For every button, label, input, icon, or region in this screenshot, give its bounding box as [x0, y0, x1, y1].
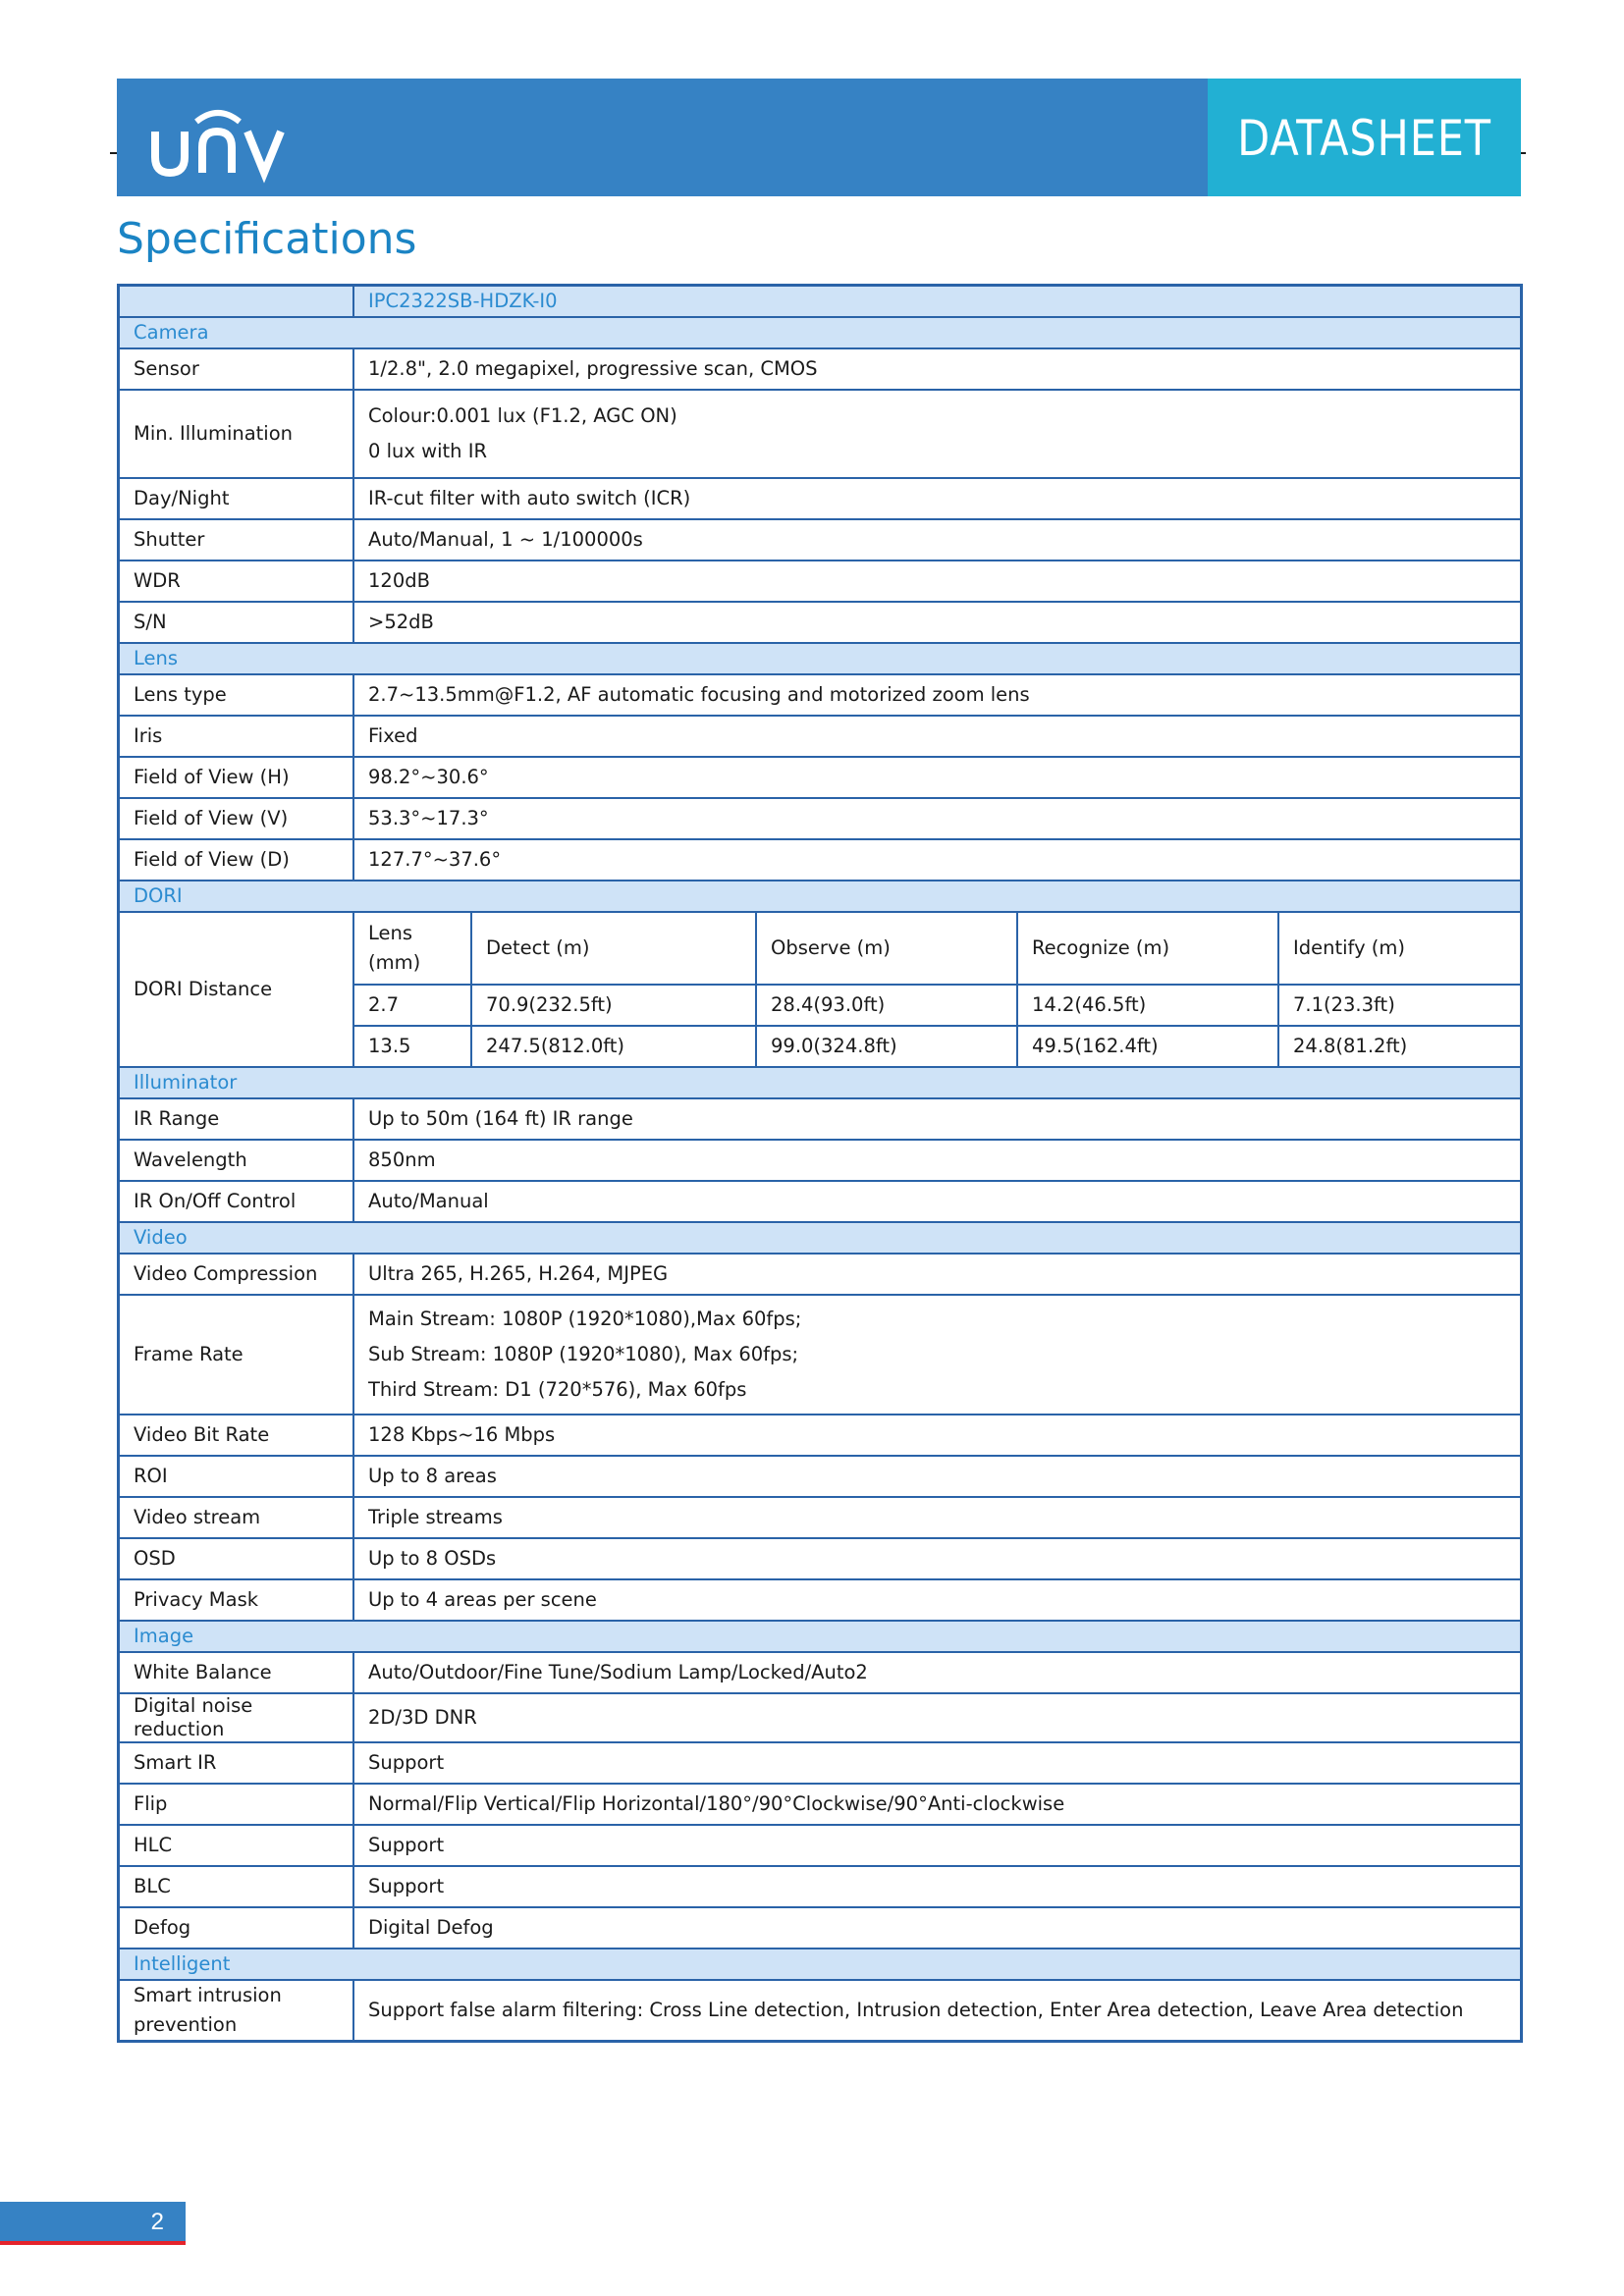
- spec-row: [119, 1295, 1522, 1415]
- spec-value: [353, 1295, 1522, 1415]
- spec-key: IR On/Off Control: [119, 1181, 354, 1222]
- spec-value: IR-cut filter with auto switch (ICR): [353, 478, 1522, 519]
- spec-value: Digital Defog: [353, 1907, 1522, 1949]
- spec-value-line: Main Stream: 1080P (1920*1080),Max 60fps;: [368, 1308, 802, 1330]
- spec-key: BLC: [119, 1866, 354, 1907]
- section-title: Image: [119, 1621, 1522, 1652]
- spec-row: [119, 1907, 1522, 1949]
- model-key-cell: [119, 286, 354, 318]
- section-title: Illuminator: [119, 1067, 1522, 1098]
- spec-row: [119, 1866, 1522, 1907]
- spec-key: HLC: [119, 1825, 354, 1866]
- spec-value: >52dB: [353, 602, 1522, 643]
- dori-header: Detect (m): [471, 913, 756, 985]
- spec-key: Iris: [119, 716, 354, 757]
- spec-value: 127.7°~37.6°: [353, 839, 1522, 881]
- spec-value: Up to 4 areas per scene: [353, 1579, 1522, 1621]
- datasheet-badge: [1208, 79, 1521, 196]
- spec-key: Field of View (H): [119, 757, 354, 798]
- spec-key: Field of View (D): [119, 839, 354, 881]
- spec-row: [119, 1825, 1522, 1866]
- model-name: IPC2322SB-HDZK-I0: [353, 286, 1522, 318]
- dori-value: 2.7: [354, 985, 471, 1026]
- spec-value: Up to 8 OSDs: [353, 1538, 1522, 1579]
- dori-value: 14.2(46.5ft): [1017, 985, 1278, 1026]
- spec-value-line: Colour:0.001 lux (F1.2, AGC ON): [368, 404, 677, 427]
- spec-value: 128 Kbps~16 Mbps: [353, 1415, 1522, 1456]
- spec-value: Auto/Outdoor/Fine Tune/Sodium Lamp/Locked/Auto2: [353, 1652, 1522, 1693]
- dori-row: [119, 912, 1522, 1067]
- spec-row: [119, 1181, 1522, 1222]
- spec-value: Triple streams: [353, 1497, 1522, 1538]
- spec-key: Defog: [119, 1907, 354, 1949]
- datasheet-label: DATASHEET: [1237, 110, 1491, 167]
- section-camera: [119, 317, 1522, 348]
- spec-key: OSD: [119, 1538, 354, 1579]
- section-title: Camera: [119, 317, 1522, 348]
- spec-row: [119, 1497, 1522, 1538]
- spec-row: [119, 390, 1522, 478]
- dori-header: Observe (m): [756, 913, 1017, 985]
- dori-value: 24.8(81.2ft): [1278, 1026, 1520, 1066]
- section-video: [119, 1222, 1522, 1254]
- spec-value: Normal/Flip Vertical/Flip Horizontal/180°/90°Clockwise/90°Anti-clockwise: [353, 1784, 1522, 1825]
- spec-value-line: Third Stream: D1 (720*576), Max 60fps: [368, 1378, 747, 1401]
- spec-value: 98.2°~30.6°: [353, 757, 1522, 798]
- spec-row: [119, 1652, 1522, 1693]
- dori-header-row: [354, 913, 1520, 985]
- spec-row: [119, 1098, 1522, 1140]
- spec-key: Smart IR: [119, 1742, 354, 1784]
- spec-value: 2D/3D DNR: [353, 1693, 1522, 1742]
- spec-key: Privacy Mask: [119, 1579, 354, 1621]
- spec-row: [119, 1254, 1522, 1295]
- dori-value: 99.0(324.8ft): [756, 1026, 1017, 1066]
- spec-key: S/N: [119, 602, 354, 643]
- spec-table: [117, 284, 1523, 2043]
- spec-key: Video stream: [119, 1497, 354, 1538]
- dori-header: Identify (m): [1278, 913, 1520, 985]
- spec-row: [119, 1980, 1522, 2042]
- page-number: 2: [150, 2209, 164, 2235]
- spec-key: Sensor: [119, 348, 354, 390]
- spec-value: 850nm: [353, 1140, 1522, 1181]
- spec-key: Digital noise reduction: [119, 1693, 354, 1742]
- dori-data-row: [354, 985, 1520, 1026]
- spec-value: 2.7~13.5mm@F1.2, AF automatic focusing and motorized zoom lens: [353, 674, 1522, 716]
- spec-row: [119, 348, 1522, 390]
- spec-key: Day/Night: [119, 478, 354, 519]
- spec-value: Support: [353, 1866, 1522, 1907]
- section-title: Intelligent: [119, 1949, 1522, 1980]
- dori-header: Lens (mm): [354, 913, 471, 985]
- spec-key: WDR: [119, 561, 354, 602]
- spec-row: [119, 561, 1522, 602]
- dori-value: 7.1(23.3ft): [1278, 985, 1520, 1026]
- spec-value: Support: [353, 1825, 1522, 1866]
- dori-header: Recognize (m): [1017, 913, 1278, 985]
- spec-key: Wavelength: [119, 1140, 354, 1181]
- dori-value: 247.5(812.0ft): [471, 1026, 756, 1066]
- spec-value: Auto/Manual: [353, 1181, 1522, 1222]
- spec-value: Up to 50m (164 ft) IR range: [353, 1098, 1522, 1140]
- spec-row: [119, 798, 1522, 839]
- section-title: Video: [119, 1222, 1522, 1254]
- spec-row: [119, 1140, 1522, 1181]
- spec-row: [119, 478, 1522, 519]
- spec-value: 53.3°~17.3°: [353, 798, 1522, 839]
- dori-data-row: [354, 1026, 1520, 1066]
- dori-value: 70.9(232.5ft): [471, 985, 756, 1026]
- page-number-underline: [0, 2241, 186, 2245]
- spec-row: [119, 839, 1522, 881]
- spec-key: Flip: [119, 1784, 354, 1825]
- spec-row: [119, 1415, 1522, 1456]
- dori-table: [354, 913, 1520, 1066]
- spec-key: Video Compression: [119, 1254, 354, 1295]
- spec-row: [119, 519, 1522, 561]
- spec-row: [119, 1538, 1522, 1579]
- spec-row: [119, 757, 1522, 798]
- section-intelligent: [119, 1949, 1522, 1980]
- dori-value: 13.5: [354, 1026, 471, 1066]
- section-lens: [119, 643, 1522, 674]
- section-image: [119, 1621, 1522, 1652]
- spec-value: [353, 390, 1522, 478]
- spec-key: Shutter: [119, 519, 354, 561]
- unv-logo: [149, 106, 297, 185]
- spec-value: Support false alarm filtering: Cross Line detection, Intrusion detection, Enter Area detection, Leave Area detection: [353, 1980, 1522, 2042]
- spec-key: White Balance: [119, 1652, 354, 1693]
- section-title: DORI: [119, 881, 1522, 912]
- spec-key: Frame Rate: [119, 1295, 354, 1415]
- spec-value: Ultra 265, H.265, H.264, MJPEG: [353, 1254, 1522, 1295]
- spec-row: [119, 1693, 1522, 1742]
- spec-row: [119, 602, 1522, 643]
- spec-value: 1/2.8", 2.0 megapixel, progressive scan, CMOS: [353, 348, 1522, 390]
- spec-row: [119, 1784, 1522, 1825]
- page-title: Specifications: [117, 214, 417, 264]
- dori-cell: [353, 912, 1522, 1067]
- page-number-box: [0, 2202, 186, 2241]
- spec-key: Video Bit Rate: [119, 1415, 354, 1456]
- spec-value: Support: [353, 1742, 1522, 1784]
- spec-value: Up to 8 areas: [353, 1456, 1522, 1497]
- model-row: [119, 286, 1522, 318]
- dori-value: 28.4(93.0ft): [756, 985, 1017, 1026]
- spec-row: [119, 1579, 1522, 1621]
- spec-value-line: 0 lux with IR: [368, 440, 487, 462]
- spec-key: Field of View (V): [119, 798, 354, 839]
- spec-key: Lens type: [119, 674, 354, 716]
- dori-value: 49.5(162.4ft): [1017, 1026, 1278, 1066]
- section-illuminator: [119, 1067, 1522, 1098]
- spec-row: [119, 674, 1522, 716]
- spec-key: DORI Distance: [119, 912, 354, 1067]
- spec-value: Fixed: [353, 716, 1522, 757]
- section-title: Lens: [119, 643, 1522, 674]
- spec-value: 120dB: [353, 561, 1522, 602]
- spec-row: [119, 1456, 1522, 1497]
- spec-row: [119, 716, 1522, 757]
- spec-value-line: Sub Stream: 1080P (1920*1080), Max 60fps;: [368, 1343, 799, 1365]
- spec-row: [119, 1742, 1522, 1784]
- spec-key: Smart intrusion prevention: [119, 1980, 354, 2042]
- spec-key: IR Range: [119, 1098, 354, 1140]
- spec-value: Auto/Manual, 1 ~ 1/100000s: [353, 519, 1522, 561]
- spec-key: ROI: [119, 1456, 354, 1497]
- section-dori: [119, 881, 1522, 912]
- spec-key: Min. Illumination: [119, 390, 354, 478]
